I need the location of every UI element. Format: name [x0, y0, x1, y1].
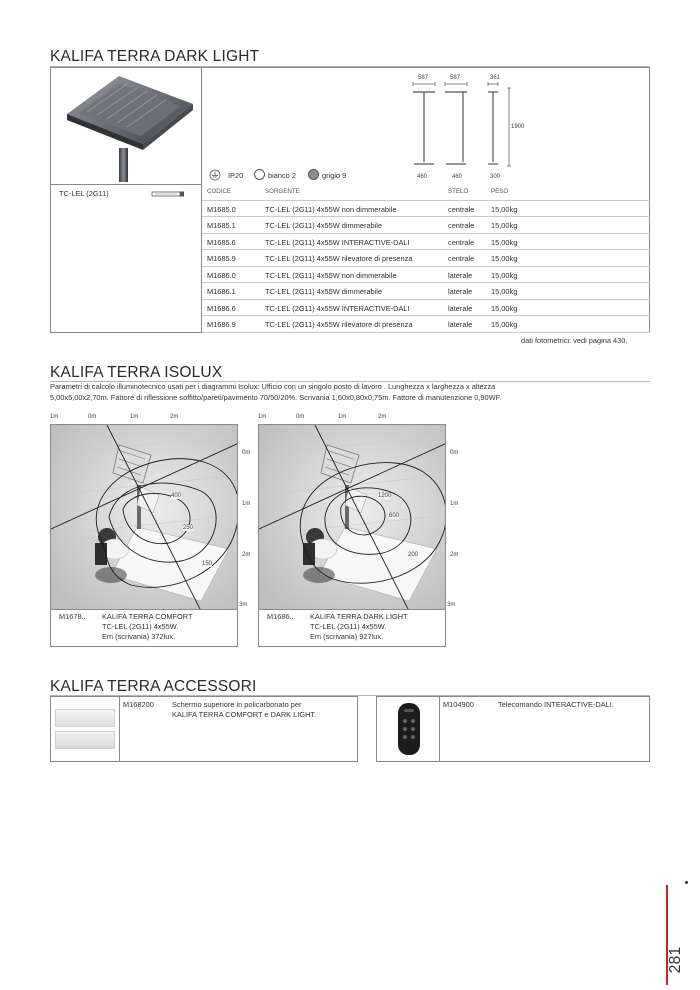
table-header: CODICE SORGENTE STELO PESO — [202, 184, 650, 201]
isolux-photo — [258, 424, 446, 610]
isolux-diagram — [50, 412, 260, 648]
isolux-product-name: KALIFA TERRA DARK LIGHT — [310, 612, 408, 621]
isolux-params-line2: 5,00x5,00x2,70m. Fattore di riflessione soffitto/pareti/pavimento 70/50/20%. Scrivania 1,60x0,80x0,75m. Fattore di manutenzione 0,90WF. — [50, 393, 502, 402]
cell-weight: 15,00kg — [491, 320, 518, 329]
isolux-code: M1678.. — [59, 612, 86, 621]
axis-side-label: 0m — [242, 450, 251, 456]
isolux-em: Em (scrivania) 927lux. — [310, 632, 384, 641]
axis-top-label: 0m — [296, 414, 305, 420]
axis-top-label: 2m — [378, 414, 387, 420]
cell-weight: 15,00kg — [491, 221, 518, 230]
cell-source: TC-LEL (2G11) 4x55W dimmerabile — [265, 287, 383, 296]
dimension-drawings — [411, 74, 571, 182]
cell-weight: 15,00kg — [491, 204, 518, 214]
cell-stem: centrale — [448, 254, 475, 263]
cell-source: TC-LEL (2G11) 4x55W dimmerabile — [265, 221, 383, 230]
axis-top-label: 2m — [170, 414, 179, 420]
dim-top-3: 361 — [490, 75, 501, 81]
shield-image-top — [55, 709, 115, 727]
lamp-type-label: TC-LEL (2G11) — [59, 189, 109, 198]
axis-side-label: 2m — [450, 552, 459, 558]
cell-code: M1686.0 — [207, 270, 236, 280]
color-grey-label: grigio 9 — [322, 171, 347, 180]
isolux-lamp: TC-LEL (2G11) 4x55W. — [310, 622, 387, 631]
cell-weight: 15,00kg — [491, 287, 518, 296]
axis-side-label: 3m — [447, 602, 456, 608]
isolux-lamp: TC-LEL (2G11) 4x55W. — [102, 622, 179, 631]
cell-code: M1686.1 — [207, 287, 236, 296]
dim-height: 1900 — [511, 124, 525, 130]
axis-top-label: 1m — [258, 414, 267, 420]
axis-top-label: 1m — [130, 414, 139, 420]
ip-rating: IP20 — [228, 171, 244, 180]
fluorescent-tube-icon — [151, 190, 185, 198]
cell-stem: laterale — [448, 320, 473, 329]
cell-stem: centrale — [448, 237, 475, 247]
axis-side-label: 0m — [450, 450, 459, 456]
axis-side-label: 3m — [239, 602, 248, 608]
accessory-card-remote — [376, 696, 650, 762]
cell-code: M1685.0 — [207, 204, 236, 214]
isolux-diagram — [258, 412, 468, 648]
isolux-code: M1686.. — [267, 612, 294, 621]
cell-stem: laterale — [448, 303, 473, 313]
axis-top-label: 1m — [50, 414, 59, 420]
isolux-level-label: 1200 — [378, 493, 392, 499]
axis-side-label: 2m — [242, 552, 251, 558]
cell-code: M1686.9 — [207, 320, 236, 329]
isolux-params-line1: Parametri di calcolo illuminotecnico usati per i diagrammi Isolux: Ufficio con un singolo posto di lavoro . Lunghezza x larghezza x altezza — [50, 382, 496, 391]
cell-source: TC-LEL (2G11) 4x55W non dimmerabile — [265, 270, 397, 280]
page-dot — [685, 881, 688, 884]
isolux-em: Em (scrivania) 372lux. — [102, 632, 176, 641]
isolux-level-label: 250 — [183, 525, 194, 531]
cell-source: TC-LEL (2G11) 4x55W rilevatore di presenza — [265, 254, 413, 263]
dim-bottom-2: 460 — [452, 174, 463, 180]
cell-source: TC-LEL (2G11) 4x55W rilevatore di presenza — [265, 320, 413, 329]
photometric-note: dati fotometrici: vedi pagina 430. — [521, 336, 628, 345]
table-row — [202, 283, 650, 300]
isolux-level-label: 200 — [408, 552, 419, 558]
color-white-label: bianco 2 — [268, 171, 296, 180]
section-title-accessories: KALIFA TERRA ACCESSORI — [50, 678, 257, 695]
isolux-caption — [258, 609, 446, 647]
cell-source: TC-LEL (2G11) 4x55W non dimmerabile — [265, 204, 397, 214]
isolux-caption — [50, 609, 238, 647]
shield-image-bottom — [55, 731, 115, 749]
table-row — [202, 316, 650, 333]
cell-stem: laterale — [448, 270, 473, 280]
table-row — [202, 217, 650, 234]
cell-weight: 15,00kg — [491, 254, 518, 263]
isolux-photo — [50, 424, 238, 610]
color-swatch-white — [254, 169, 265, 180]
accessory-code: M168200 — [123, 700, 154, 709]
cell-code: M1685.1 — [207, 221, 236, 230]
class-ground-icon — [209, 169, 221, 181]
cell-stem: centrale — [448, 204, 475, 214]
product-table — [202, 184, 650, 333]
accessory-code: M104900 — [443, 700, 474, 709]
dim-bottom-1: 460 — [417, 174, 428, 180]
cell-weight: 15,00kg — [491, 270, 518, 280]
color-swatch-grey — [308, 169, 319, 180]
cell-stem: centrale — [448, 221, 475, 230]
accessory-desc: Telecomando INTERACTIVE-DALI. — [498, 700, 614, 709]
axis-top-label: 1m — [338, 414, 347, 420]
product-box — [50, 67, 650, 333]
accessory-desc-line1: Schermo superiore in policarbonato per — [172, 700, 302, 709]
section-title-isolux: KALIFA TERRA ISOLUX — [50, 364, 223, 381]
isolux-level-label: 400 — [171, 493, 182, 499]
table-row — [202, 267, 650, 284]
accessory-desc-line2: KALIFA TERRA COMFORT e DARK LIGHT. — [172, 710, 317, 719]
table-row — [202, 300, 650, 317]
table-row — [202, 201, 650, 218]
cell-code: M1686.6 — [207, 303, 236, 313]
dim-top-1: 587 — [418, 75, 429, 81]
section-title-dark-light: KALIFA TERRA DARK LIGHT — [50, 48, 260, 65]
accessory-card-shield — [50, 696, 358, 762]
cell-weight: 15,00kg — [491, 237, 518, 247]
cell-stem: laterale — [448, 287, 473, 296]
isolux-level-label: 600 — [389, 513, 400, 519]
product-photo — [57, 70, 197, 182]
isolux-product-name: KALIFA TERRA COMFORT — [102, 612, 193, 621]
dim-top-2: 587 — [450, 75, 461, 81]
axis-top-label: 0m — [88, 414, 97, 420]
cell-code: M1685.9 — [207, 254, 236, 263]
remote-control-icon — [392, 701, 426, 757]
isolux-level-label: 150 — [202, 561, 213, 567]
page-number: 281 — [667, 946, 684, 974]
axis-side-label: 1m — [242, 501, 251, 507]
table-row — [202, 250, 650, 267]
cell-source: TC-LEL (2G11) 4x55W INTERACTIVE-DALI — [265, 303, 410, 313]
cell-source: TC-LEL (2G11) 4x55W INTERACTIVE-DALI — [265, 237, 410, 247]
cell-weight: 15,00kg — [491, 303, 518, 313]
dim-bottom-3: 300 — [490, 174, 501, 180]
axis-side-label: 1m — [450, 501, 459, 507]
cell-code: M1685.6 — [207, 237, 236, 247]
table-row — [202, 234, 650, 251]
